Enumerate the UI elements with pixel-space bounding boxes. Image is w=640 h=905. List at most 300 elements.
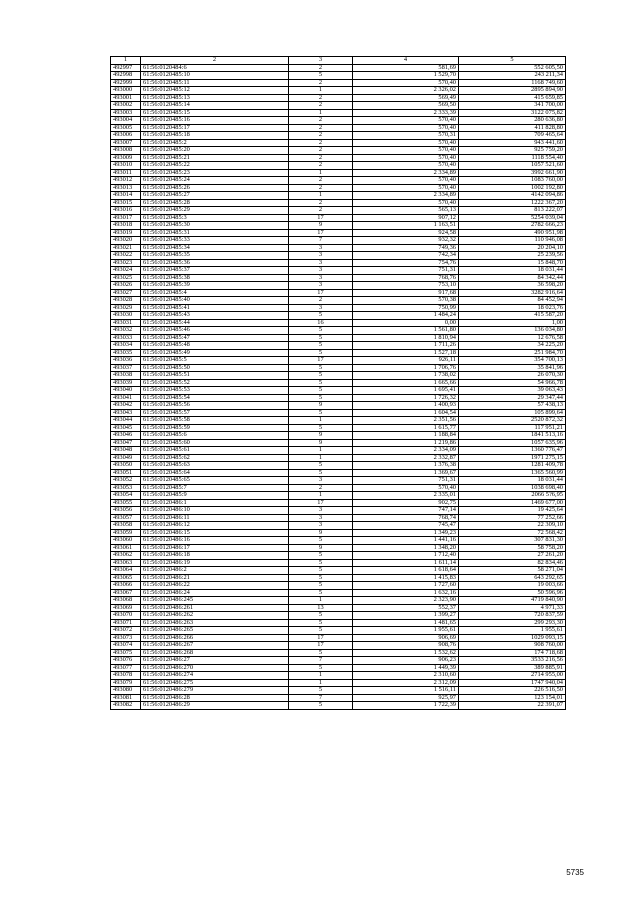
- table-row: [111, 282, 566, 290]
- table-cell: 5: [289, 664, 353, 672]
- table-cell: 493017: [111, 214, 141, 222]
- table-cell: 907,12: [353, 214, 459, 222]
- table-row: [111, 192, 566, 200]
- table-cell: 924,58: [353, 229, 459, 237]
- table-cell: 565,13: [353, 207, 459, 215]
- table-cell: 492998: [111, 72, 141, 80]
- table-cell: 3: [289, 507, 353, 515]
- table-cell: 61:56:0120485:52: [141, 379, 289, 387]
- table-cell: 5: [289, 409, 353, 417]
- table-cell: 61:56:0120485:2: [141, 139, 289, 147]
- table-cell: 18 031,44: [459, 267, 566, 275]
- table-cell: 5: [289, 552, 353, 560]
- table-row: [111, 177, 566, 185]
- table-cell: 17: [289, 289, 353, 297]
- table-cell: 61:56:0120485:30: [141, 222, 289, 230]
- table-row: [111, 529, 566, 537]
- table-row: [111, 672, 566, 680]
- table-cell: 493013: [111, 184, 141, 192]
- table-cell: 943 441,60: [459, 139, 566, 147]
- table-row: [111, 349, 566, 357]
- table-cell: 492999: [111, 79, 141, 87]
- table-cell: 493042: [111, 402, 141, 410]
- table-row: [111, 139, 566, 147]
- table-row: [111, 649, 566, 657]
- table-cell: 27 261,20: [459, 552, 566, 560]
- table-cell: 2: [289, 162, 353, 170]
- table-row: [111, 319, 566, 327]
- table-cell: 570,40: [353, 154, 459, 162]
- table-cell: 493065: [111, 574, 141, 582]
- table-cell: 2: [289, 199, 353, 207]
- table-cell: 61:56:0120485:37: [141, 267, 289, 275]
- table-row: [111, 544, 566, 552]
- table-cell: 29 347,44: [459, 394, 566, 402]
- table-cell: 61:56:0120486:27: [141, 657, 289, 665]
- table-cell: 5: [289, 589, 353, 597]
- table-row: [111, 169, 566, 177]
- table-cell: 5: [289, 372, 353, 380]
- table-cell: 493039: [111, 379, 141, 387]
- table-cell: 61:56:0120485:11: [141, 79, 289, 87]
- table-cell: 61:56:0120485:9: [141, 492, 289, 500]
- table-cell: 3533 216,56: [459, 657, 566, 665]
- table-cell: 1 527,18: [353, 349, 459, 357]
- table-row: [111, 604, 566, 612]
- table-cell: 61:56:0120486:21: [141, 574, 289, 582]
- table-cell: 226 516,50: [459, 687, 566, 695]
- table-row: [111, 297, 566, 305]
- table-cell: 13: [289, 604, 353, 612]
- table-cell: 61:56:0120485:41: [141, 304, 289, 312]
- table-cell: 61:56:0120485:22: [141, 162, 289, 170]
- table-cell: 2782 666,23: [459, 222, 566, 230]
- table-cell: 3: [289, 522, 353, 530]
- table-cell: 61:56:0120486:22: [141, 582, 289, 590]
- table-cell: 493058: [111, 522, 141, 530]
- table-cell: 61:56:0120485:29: [141, 207, 289, 215]
- table-cell: 5254 039,04: [459, 214, 566, 222]
- table-cell: 61:56:0120486:11: [141, 514, 289, 522]
- table-cell: 493031: [111, 319, 141, 327]
- table-cell: 493003: [111, 109, 141, 117]
- table-cell: 493074: [111, 642, 141, 650]
- table-cell: 493021: [111, 244, 141, 252]
- table-cell: 493072: [111, 627, 141, 635]
- table-cell: 1 400,93: [353, 402, 459, 410]
- table-cell: 493022: [111, 252, 141, 260]
- table-cell: 2 334,89: [353, 169, 459, 177]
- table-row: [111, 199, 566, 207]
- table-row: [111, 469, 566, 477]
- table-row: [111, 514, 566, 522]
- table-cell: 1469 677,00: [459, 499, 566, 507]
- table-cell: 61:56:0120485:46: [141, 327, 289, 335]
- table-cell: 493079: [111, 679, 141, 687]
- table-cell: 493006: [111, 132, 141, 140]
- table-cell: 492997: [111, 64, 141, 72]
- table-row: [111, 432, 566, 440]
- table-cell: 1: [289, 672, 353, 680]
- table-cell: 493046: [111, 432, 141, 440]
- table-cell: 5: [289, 537, 353, 545]
- table-cell: 61:56:0120486:2: [141, 567, 289, 575]
- table-cell: 5: [289, 327, 353, 335]
- table-cell: 61:56:0120485:6: [141, 432, 289, 440]
- table-cell: 251 984,70: [459, 349, 566, 357]
- table-cell: 2: [289, 102, 353, 110]
- page-number: 5735: [566, 868, 584, 877]
- table-cell: 61:56:0120485:16: [141, 117, 289, 125]
- table-cell: 61:56:0120485:57: [141, 409, 289, 417]
- table-cell: 2714 955,00: [459, 672, 566, 680]
- table-row: [111, 109, 566, 117]
- table-cell: 1 163,51: [353, 222, 459, 230]
- table-cell: 54 966,78: [459, 379, 566, 387]
- table-cell: 932,32: [353, 237, 459, 245]
- table-cell: 26 070,30: [459, 372, 566, 380]
- table-row: [111, 657, 566, 665]
- table-cell: 2 351,56: [353, 417, 459, 425]
- table-cell: 12 676,58: [459, 334, 566, 342]
- table-cell: 2: [289, 64, 353, 72]
- column-header: 4: [353, 57, 459, 65]
- table-cell: 493026: [111, 282, 141, 290]
- table-cell: 61:56:0120485:15: [141, 109, 289, 117]
- table-cell: 1360 776,47: [459, 447, 566, 455]
- table-cell: 570,40: [353, 162, 459, 170]
- table-row: [111, 477, 566, 485]
- table-cell: 5: [289, 349, 353, 357]
- table-cell: 61:56:0120486:12: [141, 522, 289, 530]
- table-cell: 493054: [111, 492, 141, 500]
- table-row: [111, 79, 566, 87]
- table-cell: 493059: [111, 529, 141, 537]
- table-cell: 5: [289, 394, 353, 402]
- table-cell: 493027: [111, 289, 141, 297]
- table-cell: 552 605,50: [459, 64, 566, 72]
- table-cell: 5: [289, 379, 353, 387]
- table-row: [111, 364, 566, 372]
- table-cell: 570,40: [353, 124, 459, 132]
- table-cell: 0,00: [353, 319, 459, 327]
- table-row: [111, 522, 566, 530]
- table-cell: 493082: [111, 702, 141, 710]
- table-row: [111, 222, 566, 230]
- table-cell: 493024: [111, 267, 141, 275]
- table-cell: 2: [289, 117, 353, 125]
- table-cell: 61:56:0120486:10: [141, 507, 289, 515]
- table-cell: 61:56:0120485:35: [141, 252, 289, 260]
- table-cell: 1 481,65: [353, 619, 459, 627]
- table-cell: 61:56:0120485:13: [141, 94, 289, 102]
- table-cell: 18 031,44: [459, 477, 566, 485]
- table-cell: 1 695,41: [353, 387, 459, 395]
- table-cell: 1 706,76: [353, 364, 459, 372]
- table-cell: 493048: [111, 447, 141, 455]
- table-cell: 493041: [111, 394, 141, 402]
- table-cell: 2: [289, 177, 353, 185]
- table-cell: 61:56:0120485:60: [141, 439, 289, 447]
- column-header: 2: [141, 57, 289, 65]
- table-row: [111, 154, 566, 162]
- table-cell: 917,68: [353, 289, 459, 297]
- table-row: [111, 619, 566, 627]
- table-cell: 493081: [111, 694, 141, 702]
- table-cell: 1 369,67: [353, 469, 459, 477]
- table-cell: 2 335,01: [353, 492, 459, 500]
- table-cell: 61:56:0120486:279: [141, 687, 289, 695]
- table-row: [111, 454, 566, 462]
- table-cell: 1 615,77: [353, 424, 459, 432]
- table-cell: 1: [289, 87, 353, 95]
- table-cell: 61:56:0120485:53: [141, 387, 289, 395]
- table-row: [111, 372, 566, 380]
- table-cell: 768,74: [353, 514, 459, 522]
- table-cell: 3282 916,64: [459, 289, 566, 297]
- table-row: [111, 559, 566, 567]
- table-cell: 493034: [111, 342, 141, 350]
- table-cell: 61:56:0120486:265: [141, 627, 289, 635]
- table-cell: 61:56:0120485:50: [141, 364, 289, 372]
- table-cell: 1057 635,96: [459, 439, 566, 447]
- table-cell: 493073: [111, 634, 141, 642]
- table-cell: 61:56:0120485:17: [141, 124, 289, 132]
- table-row: [111, 72, 566, 80]
- table-cell: 5: [289, 649, 353, 657]
- table-cell: 5: [289, 612, 353, 620]
- table-row: [111, 402, 566, 410]
- table-cell: 5: [289, 462, 353, 470]
- table-cell: 415 587,20: [459, 312, 566, 320]
- table-cell: 1: [289, 679, 353, 687]
- table-cell: 493049: [111, 454, 141, 462]
- table-cell: 61:56:0120486:28: [141, 694, 289, 702]
- table-row: [111, 237, 566, 245]
- table-cell: 493025: [111, 274, 141, 282]
- table-cell: 123 154,01: [459, 694, 566, 702]
- table-cell: 16: [289, 319, 353, 327]
- table-cell: 1: [289, 454, 353, 462]
- table-cell: 749,36: [353, 244, 459, 252]
- table-row: [111, 492, 566, 500]
- table-cell: 61:56:0120485:3: [141, 214, 289, 222]
- table-cell: 720 837,59: [459, 612, 566, 620]
- table-cell: 15 848,70: [459, 259, 566, 267]
- table-cell: 105 899,64: [459, 409, 566, 417]
- table-row: [111, 552, 566, 560]
- table-cell: 61:56:0120486:267: [141, 642, 289, 650]
- table-cell: 493080: [111, 687, 141, 695]
- table-cell: 570,40: [353, 139, 459, 147]
- table-cell: 813 222,07: [459, 207, 566, 215]
- table-row: [111, 664, 566, 672]
- table-cell: 61:56:0120486:274: [141, 672, 289, 680]
- table-cell: 709 465,64: [459, 132, 566, 140]
- data-table: [110, 56, 566, 710]
- table-cell: 3: [289, 267, 353, 275]
- table-row: [111, 267, 566, 275]
- column-header: 1: [111, 57, 141, 65]
- table-cell: 61:56:0120485:4: [141, 289, 289, 297]
- table-cell: 3: [289, 477, 353, 485]
- table-cell: 243 211,34: [459, 72, 566, 80]
- table-cell: 493040: [111, 387, 141, 395]
- table-cell: 2 312,09: [353, 679, 459, 687]
- table-cell: 2: [289, 184, 353, 192]
- table-cell: 493062: [111, 552, 141, 560]
- table-cell: 5: [289, 334, 353, 342]
- table-row: [111, 342, 566, 350]
- table-cell: 389 885,91: [459, 664, 566, 672]
- table-cell: 2520 872,32: [459, 417, 566, 425]
- table-row: [111, 694, 566, 702]
- table-cell: 58 271,04: [459, 567, 566, 575]
- table-row: [111, 597, 566, 605]
- table-cell: 61:56:0120486:1: [141, 499, 289, 507]
- table-cell: 58 758,20: [459, 544, 566, 552]
- table-cell: 902,75: [353, 499, 459, 507]
- table-cell: 750,99: [353, 304, 459, 312]
- table-row: [111, 379, 566, 387]
- table-cell: 110 946,08: [459, 237, 566, 245]
- table-cell: 61:56:0120486:29: [141, 702, 289, 710]
- table-row: [111, 102, 566, 110]
- table-cell: 5: [289, 627, 353, 635]
- table-cell: 1 219,86: [353, 439, 459, 447]
- table-cell: 1 611,14: [353, 559, 459, 567]
- table-cell: 61:56:0120485:64: [141, 469, 289, 477]
- table-cell: 3: [289, 514, 353, 522]
- table-cell: 493035: [111, 349, 141, 357]
- table-cell: 17: [289, 634, 353, 642]
- table-cell: 61:56:0120485:36: [141, 259, 289, 267]
- table-cell: 1: [289, 169, 353, 177]
- table-cell: 20 204,10: [459, 244, 566, 252]
- table-cell: 1118 554,40: [459, 154, 566, 162]
- table-row: [111, 702, 566, 710]
- table-cell: 3: [289, 304, 353, 312]
- table-row: [111, 312, 566, 320]
- table-cell: 570,40: [353, 147, 459, 155]
- table-cell: 61:56:0120485:65: [141, 477, 289, 485]
- table-cell: 84 342,44: [459, 274, 566, 282]
- table-cell: 4719 840,90: [459, 597, 566, 605]
- table-cell: 751,31: [353, 267, 459, 275]
- table-cell: 61:56:0120485:31: [141, 229, 289, 237]
- table-cell: 36 598,20: [459, 282, 566, 290]
- table-cell: 5: [289, 424, 353, 432]
- table-cell: 1002 192,80: [459, 184, 566, 192]
- table-row: [111, 634, 566, 642]
- table-cell: 747,14: [353, 507, 459, 515]
- table-cell: 1 722,39: [353, 702, 459, 710]
- column-header: 5: [459, 57, 566, 65]
- table-cell: 1 604,54: [353, 409, 459, 417]
- table-cell: 493014: [111, 192, 141, 200]
- table-cell: 1222 367,20: [459, 199, 566, 207]
- table-cell: 61:56:0120485:40: [141, 297, 289, 305]
- table-cell: 570,40: [353, 117, 459, 125]
- table-row: [111, 687, 566, 695]
- table-cell: 906,69: [353, 634, 459, 642]
- table-cell: 493010: [111, 162, 141, 170]
- table-cell: 35 841,96: [459, 364, 566, 372]
- table-row: [111, 447, 566, 455]
- table-cell: 2: [289, 139, 353, 147]
- table-cell: 61:56:0120486:19: [141, 559, 289, 567]
- table-cell: 493038: [111, 372, 141, 380]
- table-cell: 1 376,38: [353, 462, 459, 470]
- table-cell: 493036: [111, 357, 141, 365]
- table-cell: 61:56:0120486:266: [141, 634, 289, 642]
- table-cell: 9: [289, 544, 353, 552]
- table-cell: 5: [289, 619, 353, 627]
- table-cell: 61:56:0120485:49: [141, 349, 289, 357]
- table-cell: 61:56:0120485:5: [141, 357, 289, 365]
- table-cell: 9: [289, 432, 353, 440]
- table-cell: 1 955,61: [353, 627, 459, 635]
- table-cell: 570,40: [353, 184, 459, 192]
- table-cell: 415 659,85: [459, 94, 566, 102]
- table-cell: 1 665,66: [353, 379, 459, 387]
- table-row: [111, 574, 566, 582]
- table-cell: 2 333,39: [353, 109, 459, 117]
- table-cell: 493002: [111, 102, 141, 110]
- table-cell: 61:56:0120485:51: [141, 372, 289, 380]
- table-cell: 493028: [111, 297, 141, 305]
- table-cell: 1365 560,99: [459, 469, 566, 477]
- table-cell: 299 293,30: [459, 619, 566, 627]
- table-cell: 61:56:0120485:61: [141, 447, 289, 455]
- table-cell: 2 323,90: [353, 597, 459, 605]
- table-cell: 39 063,43: [459, 387, 566, 395]
- table-cell: 493051: [111, 469, 141, 477]
- table-cell: 570,40: [353, 177, 459, 185]
- table-cell: 1747 940,04: [459, 679, 566, 687]
- table-cell: 1971 275,15: [459, 454, 566, 462]
- table-cell: 61:56:0120486:245: [141, 597, 289, 605]
- table-cell: 7: [289, 237, 353, 245]
- table-cell: 61:56:0120485:12: [141, 87, 289, 95]
- table-cell: 19 425,64: [459, 507, 566, 515]
- table-cell: 1 632,16: [353, 589, 459, 597]
- table-row: [111, 462, 566, 470]
- table-body: [111, 64, 566, 709]
- table-cell: 1 726,32: [353, 394, 459, 402]
- table-cell: 61:56:0120485:10: [141, 72, 289, 80]
- table-cell: 493078: [111, 672, 141, 680]
- table-cell: 493016: [111, 207, 141, 215]
- table-cell: 1029 093,15: [459, 634, 566, 642]
- table-cell: 753,10: [353, 282, 459, 290]
- table-cell: 61:56:0120485:56: [141, 402, 289, 410]
- table-cell: 490 951,98: [459, 229, 566, 237]
- table-cell: 552,37: [353, 604, 459, 612]
- table-cell: 1: [289, 492, 353, 500]
- table-cell: 5: [289, 687, 353, 695]
- table-row: [111, 162, 566, 170]
- table-cell: 493064: [111, 567, 141, 575]
- table-cell: 61:56:0120486:275: [141, 679, 289, 687]
- table-cell: 117 951,21: [459, 424, 566, 432]
- table-cell: 61:56:0120485:14: [141, 102, 289, 110]
- table-cell: 493007: [111, 139, 141, 147]
- table-cell: 493029: [111, 304, 141, 312]
- table-cell: 5: [289, 469, 353, 477]
- table-cell: 2 332,87: [353, 454, 459, 462]
- table-cell: 2: [289, 132, 353, 140]
